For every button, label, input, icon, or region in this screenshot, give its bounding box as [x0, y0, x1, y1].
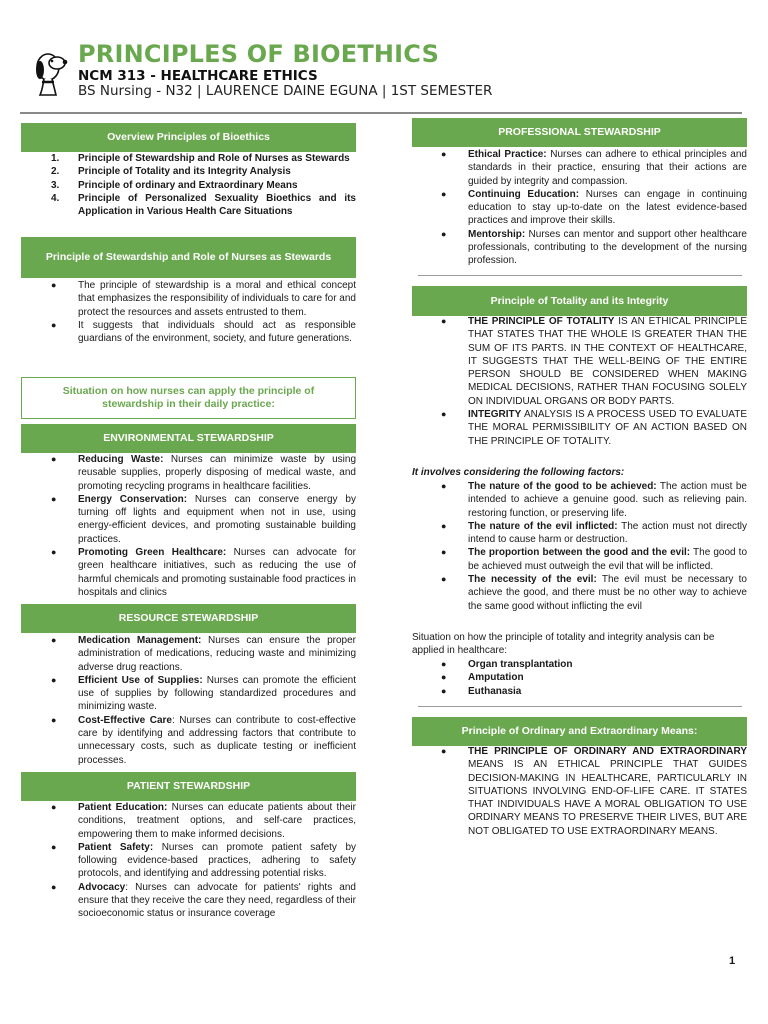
list-text: The evil must be necessary to achieve the good, and there must be no other way to achieve the same good without inflicting the evil — [468, 574, 747, 612]
list-term: Ethical Practice: — [468, 149, 547, 160]
list-text: Nurses can engage in continuing education to stay up-to-date on the latest evidence-based practices and improve their skills. — [468, 188, 748, 227]
list-term: The proportion between the good and the evil: — [468, 547, 691, 559]
list-item — [51, 634, 356, 674]
list-term: Cost-Effective Care — [78, 714, 172, 726]
list-term: Energy Conservation: — [78, 493, 188, 505]
list-item — [51, 674, 357, 714]
list-number: 3. — [51, 179, 60, 191]
factors-list — [441, 480, 748, 613]
bullet-icon: ● — [441, 481, 447, 491]
patient-list — [51, 801, 357, 921]
list-text: Nurses can conserve energy by turning off lights and equipment when not in use, using energy-efficient devices, and promoting sustainable building practices. — [78, 493, 356, 545]
bullet-icon: ● — [51, 547, 57, 558]
list-item — [51, 453, 357, 493]
bullet-icon: ● — [51, 280, 57, 290]
list-text: The action must not directly intend to cause harm or destruction. — [468, 520, 748, 546]
totality-list — [441, 315, 747, 448]
list-item — [441, 480, 747, 520]
bullet-icon: ● — [441, 574, 447, 585]
list-item — [51, 319, 356, 346]
bullet-icon: ● — [441, 228, 447, 239]
list-text: : Nurses can advocate for patients' rights and ensure that they receive the care they need, regardless of their socioeconomic status or insurance coverage — [78, 881, 356, 920]
factors-intro: It involves considering the following factors: — [412, 467, 625, 478]
list-text: Nurses can adhere to ethical principles and standards in their practice, ensuring that their actions are guided by integrity and compassion. — [468, 149, 747, 187]
bullet-icon: ● — [441, 659, 447, 669]
list-text: The good to be achieved must outweigh the evil that will be inflicted. — [468, 547, 748, 572]
list-item — [441, 148, 747, 188]
bullet-icon: ● — [51, 674, 57, 685]
list-term: Efficient Use of Supplies: — [78, 674, 203, 686]
list-item — [51, 881, 356, 921]
bullet-icon: ● — [441, 149, 447, 159]
page-number: 1 — [729, 955, 736, 967]
page-title: PRINCIPLES OF BIOETHICS — [78, 40, 440, 68]
list-text: It suggests that individuals should act as responsible guardians of the environment, society, and future generations. — [78, 319, 356, 345]
list-item — [441, 745, 747, 838]
bullet-icon: ● — [51, 714, 57, 725]
list-term: Mentorship: — [468, 228, 526, 240]
list-text: Principle of Stewardship and Role of Nurses as Stewards — [78, 153, 350, 164]
list-term: Patient Education: — [78, 802, 168, 813]
stewardship-list — [51, 279, 356, 345]
bullet-icon: ● — [51, 319, 57, 330]
list-text: Principle of Totality and its Integrity Analysis — [78, 166, 291, 178]
bullet-icon: ● — [441, 746, 447, 756]
list-item — [441, 408, 747, 448]
list-text: The action must be intended to achieve a genuine good. such as relieving pain. restoring function, or preserving life. — [468, 481, 747, 519]
course-title: NCM 313 - HEALTHCARE ETHICS — [78, 68, 318, 84]
totality-situation: Situation on how the principle of totality and integrity analysis can be applied in healthcare: — [412, 632, 715, 657]
list-term: Patient Safety: — [78, 841, 154, 853]
list-item — [51, 192, 356, 219]
patient-heading: PATIENT STEWARDSHIP — [21, 772, 356, 801]
bullet-icon: ● — [441, 672, 447, 683]
list-term: Reducing Waste: — [78, 454, 164, 465]
bullet-icon: ● — [441, 685, 447, 696]
list-term: The necessity of the evil: — [468, 574, 597, 586]
list-text: Nurses can mentor and support other healthcare professionals, contributing to the development of the nursing profession. — [468, 228, 747, 267]
document-header — [0, 0, 768, 115]
bullet-icon: ● — [441, 547, 447, 558]
ordinary-list — [441, 745, 747, 838]
list-text: Nurses can ensure the proper administration of medications, reducing waste and minimizing adverse drug reactions. — [78, 635, 356, 673]
list-item — [51, 493, 356, 546]
list-item — [441, 520, 748, 547]
list-text: IS AN ETHICAL PRINCIPLE THAT STATES THAT THE WHOLE IS GREATER THAN THE SUM OF ITS PARTS. IN THE CONTEXT OF HEALTHCARE, IT SUGGESTS THAT THE WELL-BEING OF THE ENTIRE PERSON SHOULD BE CONSIDERED WHEN MAKING MEDICAL DECISIONS, RATHER THAN FOCUSING SOLELY ON INDIVIDUAL ORGANS OR BODY PARTS. — [468, 316, 747, 407]
overview-list — [51, 152, 356, 218]
list-text: Nurses can minimize waste by using reusable supplies, properly disposing of medical waste, and promoting recycling programs in healthcare facilities. — [78, 454, 357, 492]
list-item — [51, 801, 356, 841]
bullet-icon: ● — [51, 881, 57, 892]
snoopy-logo — [30, 45, 70, 97]
bullet-icon: ● — [441, 188, 447, 199]
situation-box: Situation on how nurses can apply the principle of stewardship in their daily practice: — [21, 377, 356, 419]
list-item — [51, 714, 356, 767]
list-item — [441, 188, 748, 228]
list-item — [441, 685, 747, 698]
bullet-icon: ● — [51, 454, 57, 464]
header-divider — [20, 112, 742, 114]
list-item — [441, 658, 747, 671]
list-item — [51, 546, 357, 599]
situation-list — [441, 658, 747, 698]
bullet-icon: ● — [441, 520, 447, 531]
list-item — [51, 165, 356, 178]
list-text: Nurses can promote the efficient use of supplies by following standardized procedures and minimizing waste. — [78, 674, 357, 713]
list-term: Continuing Education: — [468, 188, 580, 200]
bullet-icon: ● — [441, 316, 447, 326]
list-term: Promoting Green Healthcare: — [78, 547, 227, 559]
list-term: INTEGRITY — [468, 409, 522, 421]
list-term: Medication Management: — [78, 635, 202, 646]
list-item — [51, 152, 356, 165]
totality-heading: Principle of Totality and its Integrity — [412, 286, 747, 316]
list-item — [51, 279, 356, 319]
list-text: Nurses can educate patients about their conditions, treatment options, and self-care practices, empowering them to make informed decisions. — [78, 802, 356, 840]
list-text: Nurses can advocate for green healthcare initiatives, such as reducing the use of harmful chemicals and promoting sustainable food practices in hospitals and clinics — [78, 547, 357, 598]
list-text: The principle of stewardship is a moral and ethical concept that emphasizes the responsibility of individuals to care for and protect the resources and assets entrusted to them. — [78, 280, 356, 318]
bullet-icon: ● — [51, 493, 57, 504]
list-number: 2. — [51, 166, 60, 178]
list-item — [51, 179, 356, 192]
bullet-icon: ● — [51, 635, 57, 645]
list-text: : Nurses can contribute to cost-effective care by identifying and addressing factors that contribute to unnecessary costs, such as duplicate testing or inefficient processes. — [78, 714, 356, 766]
list-text: Organ transplantation — [468, 659, 573, 670]
list-item — [441, 315, 747, 408]
list-text: MEANS IS AN ETHICAL PRINCIPLE THAT GUIDES DECISION-MAKING IN HEALTHCARE, PARTICULARLY IN SITUATIONS INVOLVING END-OF-LIFE CARE. IT STATES THAT INDIVIDUALS HAVE A MORAL OBLIGATION TO USE ORDINARY MEANS TO PRESERVE THEIR LIVES, BUT ARE NOT OBLIGATED TO USE EXTRAORDINARY MEANS. — [468, 759, 747, 837]
list-item — [441, 573, 747, 613]
list-item — [51, 841, 357, 881]
list-text: Euthanasia — [468, 685, 522, 697]
list-text: Amputation — [468, 672, 524, 684]
section-divider — [418, 706, 742, 707]
professional-heading: PROFESSIONAL STEWARDSHIP — [412, 118, 747, 147]
list-item — [441, 671, 747, 684]
list-item — [441, 228, 747, 268]
resource-list — [51, 634, 357, 767]
author-line: BS Nursing - N32 | LAURENCE DAINE EGUNA | 1ST SEMESTER — [78, 83, 493, 99]
environmental-list — [51, 453, 357, 599]
stewardship-heading: Principle of Stewardship and Role of Nurses as Stewards — [21, 237, 356, 278]
list-number: 1. — [51, 153, 60, 164]
list-number: 4. — [51, 192, 60, 204]
resource-heading: RESOURCE STEWARDSHIP — [21, 604, 356, 633]
overview-heading: Overview Principles of Bioethics — [21, 123, 356, 152]
bullet-icon: ● — [441, 409, 447, 420]
list-term: The nature of the evil inflicted: — [468, 520, 618, 532]
list-text: Principle of ordinary and Extraordinary Means — [78, 179, 298, 191]
list-term: Advocacy — [78, 881, 126, 893]
list-text: Principle of Personalized Sexuality Bioethics and its Application in Various Health Care Situations — [78, 192, 356, 218]
list-text: ANALYSIS IS A PROCESS USED TO EVALUATE THE MORAL PERMISSIBILITY OF AN ACTION BASED ON THE PRINCIPLE OF TOTALITY. — [468, 409, 747, 447]
list-term: The nature of the good to be achieved: — [468, 481, 657, 492]
professional-list — [441, 148, 748, 268]
section-divider — [418, 275, 742, 276]
list-text: Nurses can promote patient safety by following evidence-based practices, adhering to safety protocols, and identifying and addressing potential risks. — [78, 841, 357, 880]
list-term: THE PRINCIPLE OF ORDINARY AND EXTRAORDINARY — [468, 746, 747, 757]
ordinary-heading: Principle of Ordinary and Extraordinary Means: — [412, 717, 747, 746]
bullet-icon: ● — [51, 841, 57, 852]
bullet-icon: ● — [51, 802, 57, 812]
list-term: THE PRINCIPLE OF TOTALITY — [468, 316, 615, 327]
environmental-heading: ENVIRONMENTAL STEWARDSHIP — [21, 424, 356, 453]
list-item — [441, 546, 748, 573]
